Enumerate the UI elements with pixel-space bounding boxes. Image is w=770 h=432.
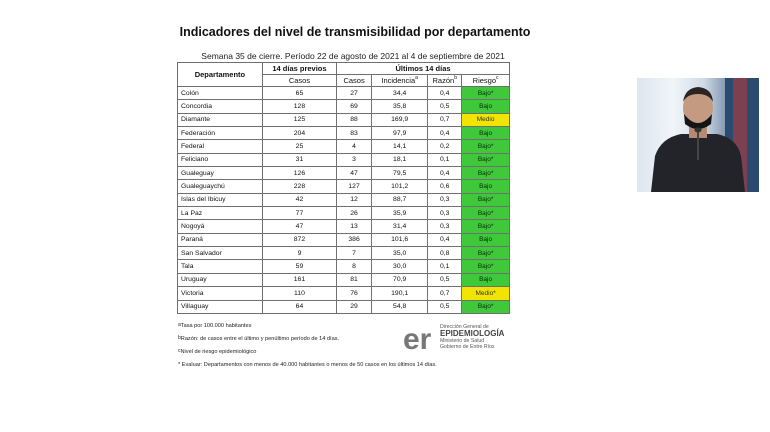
- table-row: [178, 233, 510, 246]
- cell-incidencia: 101,2: [372, 180, 428, 193]
- cell-casos: 7: [337, 247, 372, 260]
- cell-incidencia: 14,1: [372, 140, 428, 153]
- cell-incidencia: 79,5: [372, 167, 428, 180]
- epidemiologia-logo: [403, 322, 513, 354]
- risk-badge: Bajo*: [462, 220, 510, 233]
- indicators-table: [177, 62, 510, 314]
- footnotes: [178, 322, 437, 374]
- table-row: [178, 127, 510, 140]
- cell-casos: 69: [337, 100, 372, 113]
- page-title: Indicadores del nivel de transmisibilidad por departamento: [179, 25, 531, 39]
- cell-casos-previos: 31: [262, 153, 336, 166]
- cell-razon: 0,7: [428, 113, 462, 126]
- cell-departamento: Villaguay: [178, 300, 263, 313]
- cell-departamento: Islas del Ibicuy: [178, 193, 263, 206]
- risk-badge: Bajo*: [462, 193, 510, 206]
- cell-incidencia: 88,7: [372, 193, 428, 206]
- risk-badge: Medio*: [462, 287, 510, 300]
- cell-casos-previos: 65: [262, 87, 336, 100]
- cell-departamento: Federación: [178, 127, 263, 140]
- table-row: [178, 287, 510, 300]
- cell-casos-previos: 228: [262, 180, 336, 193]
- cell-razon: 0,6: [428, 180, 462, 193]
- cell-casos: 76: [337, 287, 372, 300]
- cell-razon: 0,4: [428, 87, 462, 100]
- cell-casos-previos: 25: [262, 140, 336, 153]
- cell-casos: 13: [337, 220, 372, 233]
- footnote-b-mark: b: [178, 335, 181, 341]
- cell-incidencia: 35,8: [372, 100, 428, 113]
- risk-badge: Bajo*: [462, 300, 510, 313]
- cell-casos: 29: [337, 300, 372, 313]
- footnote-b: [178, 335, 437, 348]
- cell-incidencia: 18,1: [372, 153, 428, 166]
- cell-casos-previos: 64: [262, 300, 336, 313]
- table-row: [178, 247, 510, 260]
- footnote-mark-b: b: [454, 75, 457, 81]
- cell-casos-previos: 110: [262, 287, 336, 300]
- logo-line4: Gobierno de Entre Ríos: [440, 344, 495, 350]
- header-riesgo: [462, 75, 510, 87]
- footnote-c: [178, 348, 437, 361]
- risk-badge: Medio: [462, 113, 510, 126]
- table-row: [178, 260, 510, 273]
- risk-badge: Bajo*: [462, 153, 510, 166]
- cell-razon: 0,5: [428, 300, 462, 313]
- er-logo-icon: [403, 323, 437, 353]
- table-body: [178, 87, 510, 314]
- footnote-a: [178, 322, 437, 335]
- cell-incidencia: 30,0: [372, 260, 428, 273]
- cell-casos: 12: [337, 193, 372, 206]
- cell-casos-previos: 77: [262, 207, 336, 220]
- table-row: [178, 87, 510, 100]
- cell-casos: 127: [337, 180, 372, 193]
- cell-razon: 0,2: [428, 140, 462, 153]
- cell-departamento: Paraná: [178, 233, 263, 246]
- cell-casos: 386: [337, 233, 372, 246]
- table-row: [178, 193, 510, 206]
- risk-badge: Bajo*: [462, 207, 510, 220]
- cell-departamento: Tala: [178, 260, 263, 273]
- table-row: [178, 300, 510, 313]
- footnote-b-text: Razón: de casos entre el último y penúltimo período de 14 días.: [180, 336, 340, 342]
- cell-departamento: Uruguay: [178, 273, 263, 286]
- cell-casos-previos: 126: [262, 167, 336, 180]
- header-departamento: Departamento: [178, 63, 263, 87]
- cell-departamento: Gualeguaychú: [178, 180, 263, 193]
- footnote-c-text: Nivel de riesgo epidemiológico: [180, 349, 257, 355]
- cell-incidencia: 169,9: [372, 113, 428, 126]
- cell-departamento: Concordia: [178, 100, 263, 113]
- table-row: [178, 273, 510, 286]
- table-row: [178, 113, 510, 126]
- risk-badge: Bajo*: [462, 167, 510, 180]
- cell-razon: 0,1: [428, 260, 462, 273]
- cell-incidencia: 34,4: [372, 87, 428, 100]
- cell-razon: 0,4: [428, 233, 462, 246]
- cell-incidencia: 31,4: [372, 220, 428, 233]
- cell-incidencia: 54,8: [372, 300, 428, 313]
- footnote-star: * Evaluar: Departamentos con menos de 40.000 habitantes o menos de 50 casos en los últimos 14 días.: [178, 362, 437, 368]
- cell-casos: 27: [337, 87, 372, 100]
- cell-incidencia: 35,0: [372, 247, 428, 260]
- cell-razon: 0,8: [428, 247, 462, 260]
- speaker-video-tile: [637, 78, 759, 192]
- header-ultimos: Últimos 14 días: [337, 63, 510, 75]
- footnote-mark-c: c: [496, 75, 499, 81]
- cell-razon: 0,5: [428, 100, 462, 113]
- header-razon-label: Razón: [432, 76, 455, 85]
- cell-casos: 83: [337, 127, 372, 140]
- footnote-a-mark: a: [178, 322, 181, 328]
- cell-casos-previos: 9: [262, 247, 336, 260]
- cell-casos-previos: 161: [262, 273, 336, 286]
- table-row: [178, 100, 510, 113]
- cell-departamento: Gualeguay: [178, 167, 263, 180]
- cell-departamento: Federal: [178, 140, 263, 153]
- table-row: [178, 180, 510, 193]
- footnote-a-text: Tasa por 100.000 habitantes: [180, 323, 252, 329]
- cell-razon: 0,4: [428, 127, 462, 140]
- risk-badge: Bajo*: [462, 260, 510, 273]
- header-casos-prev: Casos: [262, 75, 336, 87]
- risk-badge: Bajo: [462, 100, 510, 113]
- logo-line1: Dirección General de: [440, 324, 489, 330]
- cell-departamento: Feliciano: [178, 153, 263, 166]
- cell-incidencia: 101,6: [372, 233, 428, 246]
- cell-razon: 0,7: [428, 287, 462, 300]
- header-razon: [428, 75, 462, 87]
- cell-incidencia: 97,9: [372, 127, 428, 140]
- header-incidencia-label: Incidencia: [381, 76, 416, 85]
- risk-badge: Bajo: [462, 127, 510, 140]
- risk-badge: Bajo*: [462, 247, 510, 260]
- cell-razon: 0,3: [428, 193, 462, 206]
- risk-badge: Bajo: [462, 233, 510, 246]
- cell-razon: 0,1: [428, 153, 462, 166]
- header-riesgo-label: Riesgo: [472, 76, 497, 85]
- svg-text:er: er: [403, 323, 432, 353]
- cell-casos-previos: 128: [262, 100, 336, 113]
- cell-razon: 0,3: [428, 207, 462, 220]
- cell-departamento: La Paz: [178, 207, 263, 220]
- cell-casos-previos: 59: [262, 260, 336, 273]
- page-subtitle: Semana 35 de cierre. Período 22 de agosto de 2021 al 4 de septiembre de 2021: [201, 51, 505, 61]
- table-row: [178, 167, 510, 180]
- footnote-mark-a: a: [415, 75, 418, 81]
- cell-departamento: Colón: [178, 87, 263, 100]
- header-casos: Casos: [337, 75, 372, 87]
- logo-text: [440, 324, 504, 350]
- cell-casos-previos: 42: [262, 193, 336, 206]
- cell-casos-previos: 204: [262, 127, 336, 140]
- cell-incidencia: 190,1: [372, 287, 428, 300]
- cell-departamento: Nogoyá: [178, 220, 263, 233]
- cell-casos-previos: 47: [262, 220, 336, 233]
- cell-departamento: Victoria: [178, 287, 263, 300]
- cell-casos: 4: [337, 140, 372, 153]
- table-row: [178, 207, 510, 220]
- cell-casos-previos: 872: [262, 233, 336, 246]
- cell-razon: 0,3: [428, 220, 462, 233]
- risk-badge: Bajo*: [462, 87, 510, 100]
- cell-casos: 47: [337, 167, 372, 180]
- cell-casos: 8: [337, 260, 372, 273]
- header-incidencia: [372, 75, 428, 87]
- cell-incidencia: 35,9: [372, 207, 428, 220]
- cell-casos: 3: [337, 153, 372, 166]
- cell-casos: 88: [337, 113, 372, 126]
- table-row: [178, 220, 510, 233]
- risk-badge: Bajo: [462, 180, 510, 193]
- cell-razon: 0,5: [428, 273, 462, 286]
- table-row: [178, 153, 510, 166]
- cell-departamento: San Salvador: [178, 247, 263, 260]
- logo-line3: Ministerio de Salud: [440, 338, 485, 344]
- cell-casos-previos: 125: [262, 113, 336, 126]
- logo-line2: EPIDEMIOLOGÍA: [440, 329, 505, 338]
- cell-casos: 81: [337, 273, 372, 286]
- risk-badge: Bajo*: [462, 140, 510, 153]
- footnote-c-mark: c: [178, 348, 181, 354]
- speaker-silhouette-icon: [637, 78, 759, 192]
- risk-badge: Bajo: [462, 273, 510, 286]
- cell-casos: 26: [337, 207, 372, 220]
- cell-razon: 0,4: [428, 167, 462, 180]
- cell-incidencia: 70,9: [372, 273, 428, 286]
- table-row: [178, 140, 510, 153]
- header-previos: 14 días previos: [262, 63, 336, 75]
- cell-departamento: Diamante: [178, 113, 263, 126]
